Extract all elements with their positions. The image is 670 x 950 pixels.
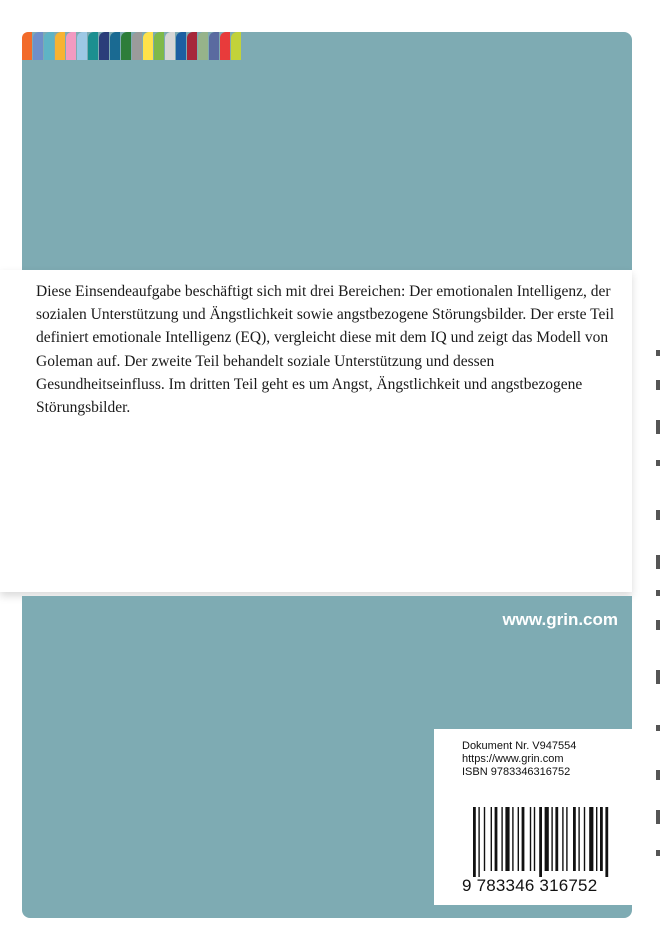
isbn-text: ISBN 9783346316752 (462, 766, 571, 778)
spine-mark (656, 555, 660, 569)
color-stripe-segment (88, 32, 98, 60)
color-stripe-segment (121, 32, 131, 60)
color-stripe-segment (132, 32, 142, 60)
barcode-number: 9 783346 316752 (462, 876, 598, 895)
color-stripe-segment (220, 32, 230, 60)
color-stripe-segment (33, 32, 43, 60)
spine-mark (656, 810, 660, 824)
spine-mark (656, 670, 660, 684)
spine-text-marks (648, 330, 668, 930)
color-stripe-segment (44, 32, 54, 60)
barcode-bars (473, 807, 621, 877)
spine-mark (656, 620, 660, 630)
color-stripe-segment (66, 32, 76, 60)
book-description: Diese Einsendeaufgabe beschäftigt sich mit drei Bereichen: Der emotionalen Intelligenz, der sozialen Unterstützung und Ängstlichkeit sowie angstbezogene Störungsbilder. Der erste Teil definiert emotionale Intelligenz (EQ), vergleicht diese mit dem IQ und zeigt das Modell von Goleman auf. Der zweite Teil behandelt soziale Unterstützung und dessen Gesundheitseinfluss. Im dritten Teil geht es um Angst, Ängstlichkeit und angstbezogene Störungsbilder. (36, 283, 615, 417)
spine-mark (656, 725, 660, 731)
barcode-url: https://www.grin.com (462, 753, 564, 765)
spine-mark (656, 590, 660, 596)
color-stripe-segment (55, 32, 65, 60)
color-stripe-segment (165, 32, 175, 60)
spine-mark (656, 850, 660, 856)
document-number: Dokument Nr. V947554 (462, 740, 577, 752)
spine-mark (656, 380, 660, 390)
cover-top-panel (22, 32, 632, 270)
color-stripe-segment (176, 32, 186, 60)
color-stripe-segment (198, 32, 208, 60)
spine-mark (656, 350, 660, 356)
color-stripe-segment (143, 32, 153, 60)
color-stripe-segment (231, 32, 241, 60)
color-stripe-segment (99, 32, 109, 60)
publisher-url[interactable]: www.grin.com (502, 610, 618, 629)
color-stripe-segment (154, 32, 164, 60)
spine-mark (656, 510, 660, 520)
color-stripe-segment (187, 32, 197, 60)
spine-mark (656, 420, 660, 434)
color-stripe-segment (110, 32, 120, 60)
color-stripe-segment (209, 32, 219, 60)
color-stripe-segment (77, 32, 87, 60)
spine-mark (656, 770, 660, 780)
spine-mark (656, 460, 660, 466)
color-stripe-segment (22, 32, 32, 60)
color-stripe-bar (22, 32, 242, 60)
